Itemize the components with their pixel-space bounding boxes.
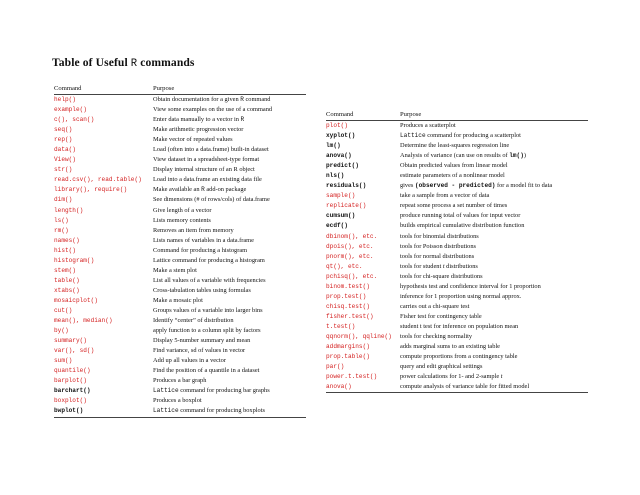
table-row — [54, 326, 306, 336]
purpose-cell — [400, 161, 508, 171]
purpose-text: Display internal structure of an R object — [153, 166, 255, 174]
purpose-cell — [400, 272, 483, 282]
purpose-cell — [400, 282, 541, 292]
purpose-header: Purpose — [400, 111, 422, 118]
purpose-text: carries out a chi-square test — [400, 302, 470, 310]
purpose-cell — [400, 181, 552, 191]
command-cell: barplot() — [54, 377, 87, 385]
purpose-cell — [153, 206, 211, 216]
purpose-text: See dimensions (# of rows/cols) of data.frame — [153, 196, 270, 204]
title-suffix: commands — [137, 56, 195, 69]
command-cell: replicate() — [326, 202, 367, 210]
table-row — [54, 366, 306, 376]
purpose-cell — [153, 276, 266, 286]
table-row — [326, 342, 588, 352]
command-cell: quantile() — [54, 367, 91, 375]
command-cell: lm() — [326, 142, 341, 150]
purpose-cell — [400, 141, 509, 151]
purpose-cell — [153, 376, 206, 386]
purpose-text: adds marginal sums to an existing table — [400, 343, 500, 351]
purpose-cell — [400, 292, 521, 302]
table-row — [54, 185, 306, 195]
table-row — [54, 376, 306, 386]
table-row — [54, 386, 306, 396]
purpose-text: tools for binomial distributions — [400, 232, 479, 240]
command-cell: nls() — [326, 172, 345, 180]
command-cell: dbinom(), etc. — [326, 232, 378, 240]
purpose-text: Display 5-number summary and mean — [153, 337, 251, 345]
purpose-text: (observed - predicted) — [414, 182, 496, 190]
command-cell: data() — [54, 146, 76, 154]
table-row — [326, 322, 588, 332]
purpose-cell — [400, 342, 500, 352]
command-cell: bwplot() — [54, 407, 84, 415]
purpose-cell — [153, 165, 255, 175]
purpose-cell — [153, 356, 226, 366]
purpose-cell — [400, 232, 479, 242]
title-prefix: Table of Useful — [52, 56, 131, 69]
table-row — [54, 135, 306, 145]
command-cell: pnorm(), etc. — [326, 252, 374, 260]
purpose-cell — [400, 211, 520, 221]
purpose-header: Purpose — [153, 85, 175, 92]
table-row — [54, 155, 306, 165]
table-row — [326, 181, 588, 191]
purpose-cell — [153, 145, 269, 155]
table-row — [54, 406, 306, 416]
table-row — [326, 211, 588, 221]
table-row — [54, 115, 306, 125]
table-row — [326, 191, 588, 201]
purpose-text: Give length of a vector — [153, 206, 212, 214]
table-row — [54, 246, 306, 256]
purpose-text: t — [442, 262, 445, 270]
title-r: R — [130, 58, 138, 70]
purpose-cell — [400, 171, 505, 181]
command-cell: plot() — [326, 122, 348, 129]
purpose-cell — [153, 195, 270, 205]
command-cell: mean(), median() — [54, 317, 113, 325]
purpose-text: for a model fit to data — [495, 182, 553, 190]
table-row — [54, 206, 306, 216]
purpose-text: Load into a data.frame an existing data file — [153, 176, 262, 184]
purpose-text: Lattice — [400, 132, 426, 140]
command-cell: mosaicplot() — [54, 296, 98, 304]
purpose-cell — [400, 312, 482, 322]
purpose-cell — [153, 105, 272, 115]
table-row — [54, 125, 306, 135]
command-cell: anova() — [326, 383, 352, 391]
command-cell: example() — [54, 106, 87, 114]
command-cell: pchisq(), etc. — [326, 272, 378, 280]
table-row — [54, 346, 306, 356]
purpose-text: View some examples on the use of a command — [153, 106, 273, 114]
purpose-text: Produces a scatterplot — [400, 122, 456, 129]
table-row — [54, 165, 306, 175]
command-cell: fisher.test() — [326, 312, 374, 320]
purpose-cell — [400, 302, 469, 312]
table-row — [326, 332, 588, 342]
purpose-cell — [153, 226, 234, 236]
purpose-text: query and edit graphical settings — [400, 363, 483, 371]
table-row — [326, 282, 588, 292]
command-cell: help() — [54, 96, 76, 103]
purpose-cell — [153, 95, 270, 105]
purpose-cell — [153, 256, 265, 266]
purpose-text: tools for student — [400, 262, 443, 270]
purpose-text: R — [201, 186, 205, 194]
purpose-text: lm() — [509, 152, 524, 160]
purpose-text: gives — [400, 182, 415, 190]
purpose-cell — [400, 372, 503, 382]
table-row — [326, 151, 588, 161]
purpose-text: Find variance, sd of values in vector — [153, 347, 246, 355]
purpose-text: ) — [523, 152, 526, 160]
command-cell: sample() — [326, 192, 356, 200]
purpose-cell — [153, 246, 247, 256]
table-row — [326, 232, 588, 242]
purpose-text: compute analysis of variance table for fitted model — [400, 383, 530, 391]
table-row — [54, 216, 306, 226]
command-cell: cumsum() — [326, 212, 356, 220]
purpose-text: Determine the least-squares regression line — [400, 142, 510, 150]
purpose-text: command for producing a scatterplot — [425, 132, 521, 140]
command-cell: dpois(), etc. — [326, 242, 374, 250]
right-command-table — [326, 110, 588, 393]
command-cell: barchart() — [54, 387, 91, 395]
table-row — [54, 306, 306, 316]
command-cell: table() — [54, 276, 80, 284]
purpose-text: Lists memory contents — [153, 216, 211, 224]
command-cell: read.csv(), read.table() — [54, 176, 142, 184]
table-row — [326, 171, 588, 181]
purpose-cell — [400, 121, 456, 131]
table-row — [326, 221, 588, 231]
command-cell: library(), require() — [54, 186, 128, 194]
table-row — [326, 201, 588, 211]
purpose-cell — [400, 252, 474, 262]
command-cell: c(), scan() — [54, 116, 95, 124]
command-cell: rep() — [54, 136, 73, 144]
command-cell: qqnorm(), qqline() — [326, 332, 392, 340]
table-row — [326, 372, 588, 382]
command-cell: by() — [54, 327, 69, 335]
purpose-text: repeat some process a set number of times — [400, 202, 508, 210]
command-cell: names() — [54, 236, 80, 244]
command-cell: histogram() — [54, 256, 95, 264]
table-row — [54, 195, 306, 205]
table-row — [54, 175, 306, 185]
purpose-text: add-on package — [204, 186, 247, 194]
purpose-text: command — [243, 96, 271, 103]
purpose-text: power calculations for 1- and 2-sample — [400, 373, 501, 381]
purpose-text: t — [500, 373, 503, 381]
command-cell: residuals() — [326, 182, 367, 190]
purpose-text: Lattice — [153, 407, 179, 415]
purpose-text: Make available an — [153, 186, 202, 194]
purpose-cell — [400, 352, 518, 362]
command-cell: seq() — [54, 126, 73, 134]
purpose-text: R — [240, 116, 245, 124]
purpose-text: command for producing boxplots — [178, 407, 265, 415]
purpose-cell — [153, 135, 233, 145]
purpose-text: produce running total of values for input vector — [400, 212, 521, 220]
command-cell: chisq.test() — [326, 302, 370, 310]
purpose-text: hypothesis test and confidence interval for 1 proportion — [400, 282, 541, 290]
table-row — [54, 286, 306, 296]
purpose-text: estimate parameters of a nonlinear model — [400, 172, 505, 180]
purpose-cell — [153, 346, 245, 356]
purpose-cell — [400, 191, 489, 201]
purpose-text: Add up all values in a vector — [153, 357, 226, 365]
command-cell: prop.table() — [326, 353, 370, 361]
command-cell: ecdf() — [326, 222, 348, 230]
purpose-cell — [153, 296, 203, 306]
purpose-text: Cross-tabulation tables using formulas — [153, 286, 251, 294]
purpose-text: distributions — [444, 262, 478, 270]
command-cell: par() — [326, 363, 345, 371]
table-row — [326, 302, 588, 312]
purpose-cell — [153, 155, 259, 165]
purpose-text: Command for producing a histogram — [153, 246, 248, 254]
table-row — [326, 362, 588, 372]
table-row — [54, 95, 306, 105]
table-body — [54, 95, 306, 418]
table-row — [326, 312, 588, 322]
table-row — [54, 105, 306, 115]
table-row — [54, 336, 306, 346]
command-cell: summary() — [54, 337, 87, 345]
table-row — [326, 262, 588, 272]
purpose-text: tools for normal distributions — [400, 252, 475, 260]
command-cell: t.test() — [326, 322, 356, 330]
table-row — [54, 316, 306, 326]
table-row — [326, 272, 588, 282]
purpose-text: Analysis of variance (can use on results of — [400, 152, 510, 160]
purpose-cell — [153, 125, 243, 135]
purpose-text: Enter data manually to a vector in — [153, 116, 241, 124]
purpose-cell — [153, 406, 265, 416]
command-cell: View() — [54, 156, 76, 164]
left-command-table — [54, 84, 306, 418]
command-cell: ls() — [54, 216, 69, 224]
table-row — [326, 141, 588, 151]
purpose-text: Make vector of repeated values — [153, 136, 233, 144]
purpose-cell — [400, 131, 521, 141]
purpose-text: compute proportions from a contingency table — [400, 353, 518, 361]
purpose-text: Lattice command for producing a histogram — [153, 256, 265, 264]
purpose-text: R — [240, 96, 244, 103]
command-cell: power.t.test() — [326, 373, 378, 381]
command-cell: sum() — [54, 357, 73, 365]
purpose-cell — [400, 362, 482, 372]
purpose-cell — [400, 262, 478, 272]
purpose-cell — [153, 336, 250, 346]
page-title — [52, 56, 195, 70]
purpose-text: Removes an item from memory — [153, 226, 234, 234]
purpose-text: Obtain predicted values from linear model — [400, 162, 508, 170]
table-row — [326, 382, 588, 392]
purpose-cell — [153, 286, 251, 296]
command-cell: xyplot() — [326, 132, 356, 140]
purpose-cell — [400, 221, 524, 231]
purpose-text: tools for Poisson distributions — [400, 242, 476, 250]
command-cell: addmargins() — [326, 343, 370, 351]
table-row — [54, 356, 306, 366]
purpose-text: Fisher test for contingency table — [400, 312, 482, 320]
purpose-cell — [153, 185, 246, 195]
table-row — [326, 131, 588, 141]
table-row — [54, 296, 306, 306]
purpose-text: builds empirical cumulative distribution function — [400, 222, 525, 230]
command-cell: anova() — [326, 152, 352, 160]
command-cell: str() — [54, 166, 73, 174]
purpose-text: student t test for inference on population mean — [400, 322, 519, 330]
table-row — [54, 236, 306, 246]
table-row — [54, 256, 306, 266]
table-row — [326, 161, 588, 171]
table-row — [54, 276, 306, 286]
purpose-text: View dataset in a spreadsheet-type format — [153, 156, 260, 164]
table-row — [326, 352, 588, 362]
purpose-text: inference for 1 proportion using normal approx. — [400, 292, 522, 300]
command-cell: stem() — [54, 266, 76, 274]
purpose-text: Load (often into a data.frame) built-in dataset — [153, 146, 269, 154]
purpose-text: Obtain documentation for a given — [153, 96, 241, 103]
command-cell: qt(), etc. — [326, 262, 363, 270]
purpose-cell — [153, 366, 259, 376]
purpose-cell — [153, 396, 202, 406]
table-header — [54, 84, 306, 95]
purpose-cell — [400, 151, 526, 161]
purpose-text: tools for checking normality — [400, 332, 473, 340]
purpose-text: Produces a boxplot — [153, 397, 202, 405]
purpose-text: Groups values of a variable into larger bins — [153, 306, 263, 314]
purpose-text: Lists names of variables in a data.frame — [153, 236, 254, 244]
purpose-text: apply function to a column split by factors — [153, 327, 261, 335]
purpose-cell — [153, 236, 254, 246]
table-row — [326, 252, 588, 262]
command-cell: dim() — [54, 196, 73, 204]
table-row — [54, 226, 306, 236]
purpose-text: Make arithmetic progression vector — [153, 126, 244, 134]
command-cell: binom.test() — [326, 282, 370, 290]
table-row — [326, 292, 588, 302]
table-row — [54, 266, 306, 276]
table-row — [54, 145, 306, 155]
command-cell: predict() — [326, 162, 359, 170]
purpose-text: Make a stem plot — [153, 266, 197, 274]
command-header: Command — [326, 111, 354, 118]
purpose-text: Lattice — [153, 387, 179, 395]
purpose-cell — [153, 175, 262, 185]
purpose-cell — [153, 115, 244, 125]
command-cell: hist() — [54, 246, 76, 254]
purpose-cell — [153, 306, 263, 316]
command-cell: prop.test() — [326, 292, 367, 300]
purpose-cell — [400, 382, 529, 392]
command-header: Command — [54, 85, 82, 92]
purpose-cell — [153, 386, 270, 396]
purpose-text: Make a mosaic plot — [153, 296, 203, 304]
purpose-cell — [153, 326, 261, 336]
purpose-text: Find the position of a quantile in a dataset — [153, 367, 260, 375]
purpose-text: command for producing bar graphs — [178, 387, 270, 395]
purpose-text: tools for chi-square distributions — [400, 272, 483, 280]
command-cell: cut() — [54, 306, 73, 314]
purpose-cell — [400, 332, 472, 342]
command-cell: var(), sd() — [54, 347, 95, 355]
purpose-cell — [400, 242, 476, 252]
purpose-text: List all values of a variable with frequencies — [153, 276, 266, 284]
purpose-text: Produces a bar graph — [153, 377, 207, 385]
table-row — [326, 242, 588, 252]
table-row — [326, 121, 588, 131]
purpose-cell — [153, 266, 197, 276]
purpose-text: Identify “center” of distribution — [153, 317, 234, 325]
command-cell: length() — [54, 206, 84, 214]
table-header — [326, 110, 588, 121]
purpose-cell — [400, 322, 518, 332]
command-cell: xtabs() — [54, 286, 80, 294]
purpose-cell — [400, 201, 507, 211]
command-cell: boxplot() — [54, 397, 87, 405]
purpose-cell — [153, 216, 211, 226]
purpose-cell — [153, 316, 234, 326]
table-body — [326, 121, 588, 393]
table-row — [54, 396, 306, 406]
command-cell: rm() — [54, 226, 69, 234]
purpose-text: take a sample from a vector of data — [400, 192, 490, 200]
